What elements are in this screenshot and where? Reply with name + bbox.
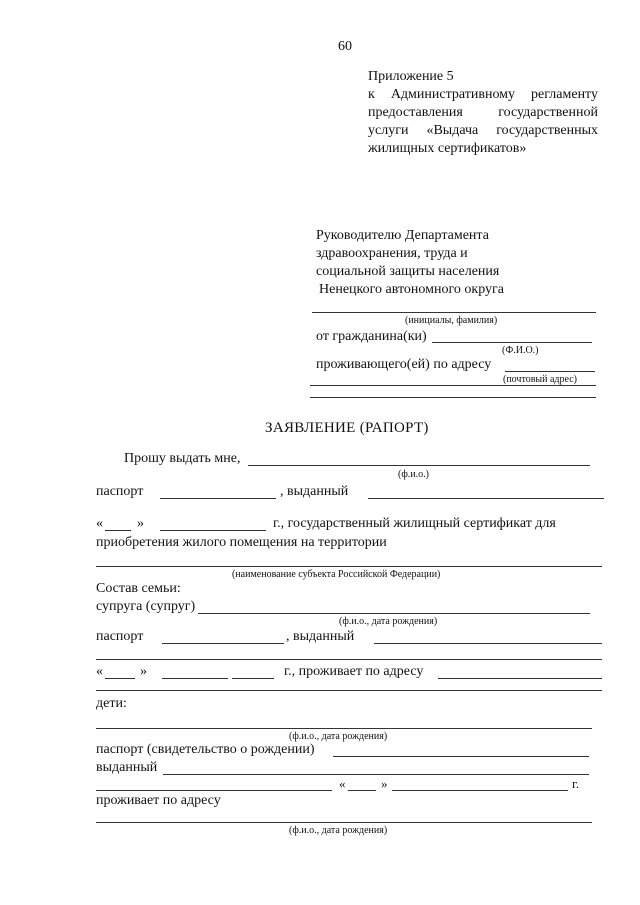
quote-close: »	[137, 516, 144, 531]
quote-open: «	[96, 516, 103, 531]
addressee-line-3: социальной защиты населения	[316, 264, 500, 279]
child-document-label: паспорт (свидетельство о рождении)	[96, 742, 315, 757]
from-line[interactable]	[432, 342, 592, 343]
spouse-issued-line-2[interactable]	[96, 659, 602, 660]
hint-child-fio: (ф.и.о., дата рождения)	[289, 731, 388, 742]
addressee-line-4: Ненецкого автономного округа	[319, 282, 504, 297]
day-line[interactable]	[105, 530, 131, 531]
hint-initials: (инициалы, фамилия)	[405, 315, 498, 326]
appendix-title: Приложение 5	[368, 69, 454, 84]
spouse-fio-line[interactable]	[198, 613, 590, 614]
child-year-suffix: г.	[572, 776, 580, 791]
word: к	[368, 87, 375, 102]
child-issued-line[interactable]	[163, 774, 589, 775]
request-label: Прошу выдать мне,	[124, 451, 241, 466]
child-resides-label: проживает по адресу	[96, 793, 221, 808]
address-line-2[interactable]	[310, 385, 596, 386]
issued-by-line[interactable]	[368, 498, 604, 499]
hint-child-address: (ф.и.о., дата рождения)	[289, 825, 388, 836]
applicant-fio-line[interactable]	[248, 465, 590, 466]
child-fio-line[interactable]	[96, 728, 592, 729]
word: регламенту	[531, 87, 598, 102]
child-day-line[interactable]	[348, 790, 376, 791]
child-quote-open: «	[339, 776, 346, 791]
hint-applicant-fio: (ф.и.о.)	[398, 469, 429, 480]
word: государственной	[498, 105, 598, 120]
subject-line[interactable]	[96, 566, 602, 567]
spouse-month-line[interactable]	[162, 678, 228, 679]
addressee-line-2: здравоохранения, труда и	[316, 246, 468, 261]
child-issued-line-2[interactable]	[96, 790, 332, 791]
certificate-text: г., государственный жилищный сертификат для	[273, 516, 556, 531]
spouse-address-line[interactable]	[438, 678, 602, 679]
spouse-quote-close: »	[140, 664, 147, 679]
spouse-label: супруга (супруг)	[96, 599, 196, 614]
passport-number-line[interactable]	[160, 498, 276, 499]
appendix-line-5: жилищных сертификатов»	[368, 141, 527, 156]
child-document-line[interactable]	[333, 756, 589, 757]
from-label: от гражданина(ки)	[316, 329, 427, 344]
hint-subject: (наименование субъекта Российской Федерации)	[232, 569, 441, 580]
month-line[interactable]	[160, 530, 266, 531]
address-line-1[interactable]	[505, 371, 595, 372]
word: «Выдача	[426, 123, 479, 138]
hint-fio: (Ф.И.О.)	[502, 345, 539, 356]
form-title: ЗАЯВЛЕНИЕ (РАПОРТ)	[265, 420, 429, 436]
addressee-line-1: Руководителю Департамента	[316, 228, 489, 243]
children-label: дети:	[96, 696, 127, 711]
word: предоставления	[368, 105, 463, 120]
appendix-line-2	[368, 88, 598, 102]
issued-label: , выданный	[280, 484, 349, 499]
hint-postal: (почтовый адрес)	[503, 374, 577, 385]
passport-label: паспорт	[96, 484, 144, 499]
child-address-line[interactable]	[96, 822, 592, 823]
spouse-passport-line[interactable]	[162, 643, 284, 644]
acquisition-text: приобретения жилого помещения на территории	[96, 535, 387, 550]
family-label: Состав семьи:	[96, 581, 181, 596]
spouse-day-line[interactable]	[105, 678, 135, 679]
spouse-address-line-2[interactable]	[96, 690, 602, 691]
spouse-quote-open: «	[96, 664, 103, 679]
word: государственных	[496, 123, 598, 138]
appendix-line-4	[368, 124, 598, 138]
word: услуги	[368, 123, 409, 138]
page-number: 60	[338, 39, 352, 54]
appendix-line-3	[368, 106, 598, 120]
spouse-passport-label: паспорт	[96, 629, 144, 644]
child-quote-close: »	[381, 776, 388, 791]
hint-spouse-fio: (ф.и.о., дата рождения)	[339, 616, 438, 627]
address-line-3[interactable]	[310, 397, 596, 398]
child-month-line[interactable]	[392, 790, 568, 791]
resides-text: г., проживает по адресу	[284, 664, 424, 679]
word: Административному	[390, 87, 516, 102]
child-issued-label: выданный	[96, 760, 158, 775]
spouse-year-line[interactable]	[232, 678, 274, 679]
spouse-issued-line[interactable]	[374, 643, 602, 644]
initials-line[interactable]	[312, 312, 596, 313]
spouse-issued-label: , выданный	[286, 629, 355, 644]
residing-label: проживающего(ей) по адресу	[316, 357, 492, 372]
